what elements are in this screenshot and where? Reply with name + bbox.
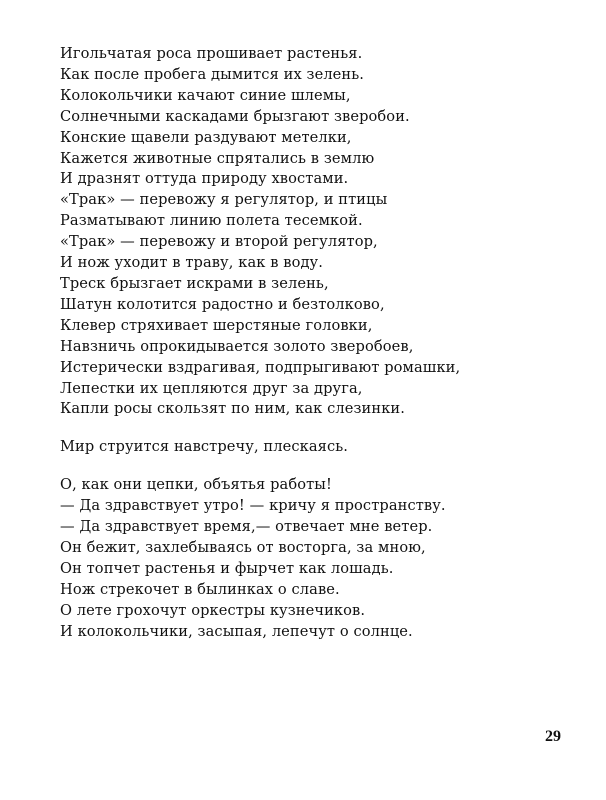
poem-line: Клевер стряхивает шерстяные головки, xyxy=(60,316,373,334)
poem-line: Игольчатая роса прошивает растенья. xyxy=(60,45,363,62)
poem-line: О, как они цепки, объятья работы! xyxy=(60,476,332,494)
poem-line: И колокольчики, засыпая, лепечут о солнце. xyxy=(60,622,413,640)
poem-text xyxy=(60,44,560,659)
poem-line: «Трак» — перевожу и второй регулятор, xyxy=(60,233,378,251)
poem-line: Навзничь опрокидывается золото зверобоев, xyxy=(60,337,414,355)
stanza-3 xyxy=(60,475,560,642)
poem-line: Капли росы скользят по ним, как слезинки. xyxy=(60,400,405,418)
poem-line: Лепестки их цепляются друг за друга, xyxy=(60,379,363,397)
poem-line: И нож уходит в траву, как в воду. xyxy=(60,254,323,272)
poem-line: Кажется животные спрятались в землю xyxy=(60,149,375,167)
poem-line: Разматывают линию полета тесемкой. xyxy=(60,212,363,230)
poem-line: Он бежит, захлебываясь от восторга, за мною, xyxy=(60,538,426,556)
stanza-1 xyxy=(60,44,560,420)
stanza-2 xyxy=(60,437,560,458)
poem-line: Истерически вздрагивая, подпрыгивают ромашки, xyxy=(60,358,461,376)
poem-line: Шатун колотится радостно и безтолково, xyxy=(60,295,385,313)
poem-line: Колокольчики качают синие шлемы, xyxy=(60,86,351,104)
page-number: 29 xyxy=(545,728,561,745)
poem-line: — Да здравствует утро! — кричу я пространству. xyxy=(60,497,446,515)
poem-line: И дразнят оттуда природу хвостами. xyxy=(60,170,349,188)
poem-line: «Трак» — перевожу я регулятор, и птицы xyxy=(60,191,388,209)
poem-line: О лете грохочут оркестры кузнечиков. xyxy=(60,601,366,619)
poem-line: — Да здравствует время,— отвечает мне ветер. xyxy=(60,518,433,536)
poem-line: Солнечными каскадами брызгают зверобои. xyxy=(60,107,410,125)
poem-line: Как после пробега дымится их зелень. xyxy=(60,65,365,83)
poem-line: Нож стрекочет в былинках о славе. xyxy=(60,580,340,598)
poem-line: Он топчет растенья и фырчет как лошадь. xyxy=(60,559,394,577)
poem-line: Конские щавели раздувают метелки, xyxy=(60,128,352,146)
poem-line: Мир струится навстречу, плескаясь. xyxy=(60,438,349,456)
poem-line: Треск брызгает искрами в зелень, xyxy=(60,274,329,292)
